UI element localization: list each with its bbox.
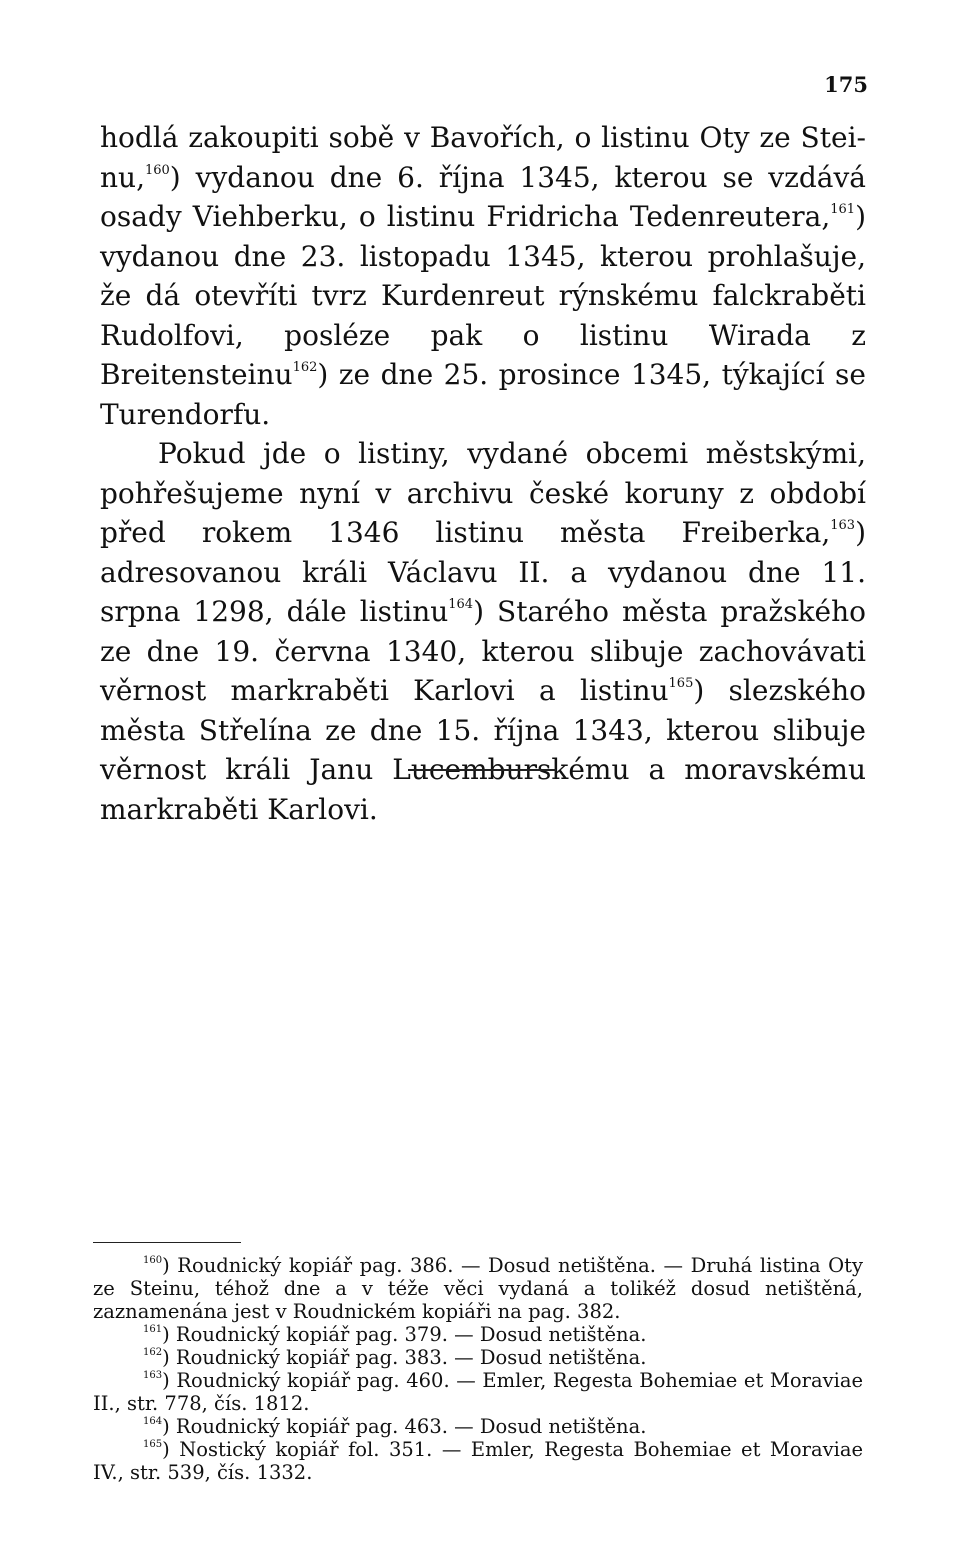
page-number: 175 (824, 72, 868, 97)
footnote-number: 162 (143, 1347, 163, 1358)
footnote-ref: 165 (668, 676, 694, 691)
footnote-number: 164 (143, 1416, 163, 1427)
footnote-number: 161 (143, 1324, 163, 1335)
footnote-ref: 163 (830, 518, 856, 533)
footnote-ref: 162 (292, 360, 318, 375)
footnotes (93, 1254, 863, 1484)
footnote-ref: 160 (144, 162, 170, 178)
footnote (93, 1438, 863, 1484)
footnote-number: 163 (143, 1370, 163, 1381)
section-separator (408, 769, 556, 771)
footnote (93, 1346, 863, 1369)
paragraph-1 (100, 118, 866, 434)
footnote-number: 165 (143, 1439, 163, 1450)
footnote-text: ) Roudnický kopiář pag. 386. — Dosud netištěna. — Druhá listina Oty ze Steinu, téhož dne a v téže věci vydaná a tolikéž dosud netištěná, zaznamenána jest v Roudnickém kopiáři na pag. 382. (93, 1254, 863, 1323)
footnote-rule (93, 1242, 241, 1243)
text-run: ) vydanou dne 23. listopadu 1345, kterou prohlašuje, že dá otevříti tvrz Kurdenreut rýnskému falckraběti Rudolfovi, posléze pak o listinu Wirada z Breitensteinu (100, 200, 866, 391)
footnote (93, 1254, 863, 1323)
footnote (93, 1323, 863, 1346)
text-run: ) Starého města pražského ze dne 19. června 1340, kterou slibuje zachovávati věrnost markraběti Karlovi a listinu (100, 595, 866, 707)
footnote-text: ) Roudnický kopiář pag. 463. — Dosud netištěna. (162, 1415, 647, 1438)
text-run: ) slezského města Střelína ze dne 15. října 1343, kterou slibuje věrnost králi Janu Lucemburskému a moravskému markraběti Karlovi. (100, 674, 866, 826)
main-text (100, 118, 866, 829)
footnote-text: ) Roudnický kopiář pag. 379. — Dosud netištěna. (162, 1323, 647, 1346)
footnote-ref: 164 (448, 597, 474, 612)
footnote-text: ) Nostický kopiář fol. 351. — Emler, Regesta Bohemiae et Moraviae IV., str. 539, čís. 1332. (93, 1438, 863, 1484)
text-run: hodlá zakoupiti sobě v Bavořích, o listinu Oty ze Steinu, (100, 121, 866, 194)
text-run: ) vydanou dne 6. října 1345, kterou se vzdává osady Viehberku, o listinu Fridricha Tedenreutera, (100, 160, 866, 233)
footnote-ref: 161 (830, 202, 856, 217)
footnote (93, 1415, 863, 1438)
footnote-text: ) Roudnický kopiář pag. 460. — Emler, Regesta Bohemiae et Moraviae II., str. 778, čís. 1812. (93, 1369, 863, 1415)
footnote-number: 160 (143, 1255, 163, 1266)
footnote (93, 1369, 863, 1415)
text-run: ) ze dne 25. prosince 1345, týkající se Turendorfu. (100, 358, 866, 431)
footnote-text: ) Roudnický kopiář pag. 383. — Dosud netištěna. (162, 1346, 647, 1369)
text-run: ) adresovanou králi Václavu II. a vydanou dne 11. srpna 1298, dále listinu (100, 516, 866, 628)
text-run: Pokud jde o listiny, vydané obcemi městskými, pohřešujeme nyní v archivu české koruny z období před rokem 1346 listinu města Freiberka, (100, 437, 866, 549)
